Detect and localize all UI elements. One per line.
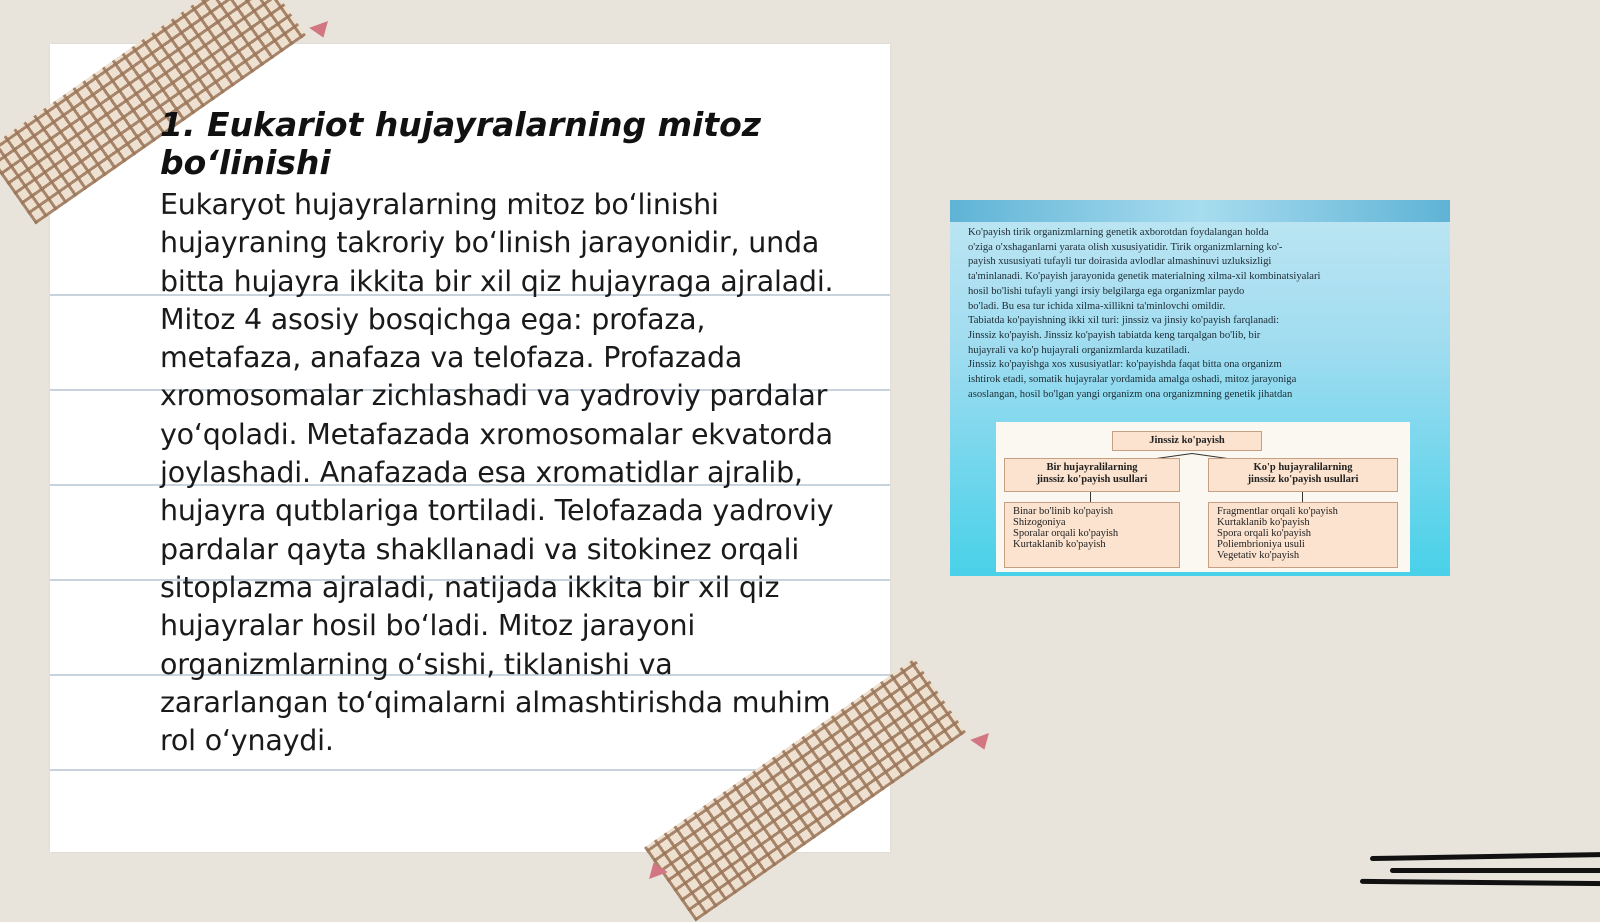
pin-marker-icon [970, 733, 994, 753]
diagram-right-title: Ko'p hujayralilarning jinssiz ko'payish usullari [1208, 458, 1398, 492]
decorative-stripes [1340, 850, 1600, 890]
stripe-line [1360, 879, 1600, 886]
pin-marker-icon [309, 21, 333, 41]
stripe-line [1370, 852, 1600, 861]
diagram-root-node: Jinssiz ko'payish [1112, 431, 1262, 451]
diagram-arrow [1090, 492, 1091, 502]
slide-body-text: Eukaryot hujayralarning mitoz bo‘linishi hujayraning takroriy bo‘linish jarayonidir, unda bitta hujayra ikkita bir xil qiz hujayraga ajraladi. Mitoz 4 asosiy bosqichga ega: profaza, metafaza, anafaza va telofaza. Profazada xromosomalar zichlashadi va yadroviy pardalar yo‘qoladi. Metafazada xromosomalar ekvatorda joylashadi. Anafazada esa xromatidlar ajralib, hujayra qutblariga tortiladi. Telofazada yadroviy pardalar qayta shakllanadi va sitokinez orqali sitoplazma ajraladi, natijada ikkita bir xil qiz hujayralar hosil bo‘ladi. Mitoz jarayoni organizmlarning o‘sishi, tiklanishi va zararlangan to‘qimalarni almashtirishda muhim rol o‘ynaydi. [160, 188, 834, 758]
figure-header-band [950, 200, 1450, 222]
textbook-figure [950, 200, 1450, 576]
figure-paragraph: Ko'payish tirik organizmlarning genetik axborotdan foydalangan holda o'ziga o'xshaganlarni yarata olish xususiyatidir. Tirik organizmlarning ko'- payish xususiyati tufayli tur doirasida avlodlar almashinuvi uzluksizligi ta'minlanadi. Ko'payish jarayonida genetik materialning xilma-xil kombinatsiyalari hosil bo'lishi tufayli yangi irsiy belgilarga ega organizmlar paydo bo'ladi. Bu esa tur ichida xilma-xillikni ta'minlovchi omildir. Tabiatda ko'payishning ikki xil turi: jinssiz va jinsiy ko'payish farqlanadi: Jinssiz ko'payish. Jinssiz ko'payish tabiatda keng tarqalgan bo'lib, bir hujayrali va ko'p hujayrali organizmlarda kuzatiladi. Jinssiz ko'payishga xos xususiyatlar: ko'payishda faqat bitta ona organizm ishtirok etadi, somatik hujayralar yordamida amalga oshadi, mitoz jarayoniga asoslangan, hosil bo'lgan yangi organizm ona organizmning genetik jihatdan [968, 227, 1321, 400]
diagram-arrow [1302, 492, 1303, 502]
diagram-right-list: Fragmentlar orqali ko'payish Kurtaklanib ko'payish Spora orqali ko'payish Poliembrioniya usuli Vegetativ ko'payish [1208, 502, 1398, 568]
slide-title: 1. Eukariot hujayralarning mitoz bo‘linishi [160, 105, 761, 182]
stripe-line [1390, 868, 1600, 873]
diagram-left-list: Binar bo'linib ko'payish Shizogoniya Sporalar orqali ko'payish Kurtaklanib ko'payish [1004, 502, 1180, 568]
diagram-left-title: Bir hujayralilarning jinssiz ko'payish usullari [1004, 458, 1180, 492]
figure-diagram [996, 422, 1410, 572]
